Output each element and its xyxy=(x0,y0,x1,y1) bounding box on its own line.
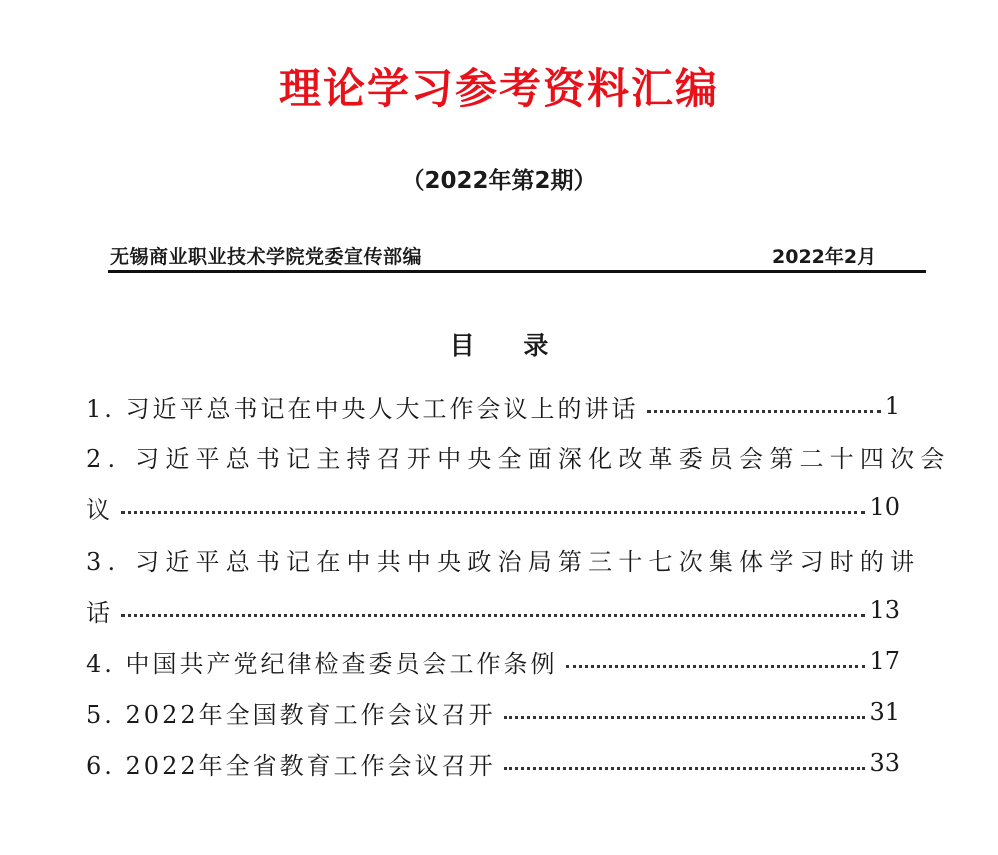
toc-entry-page: 33 xyxy=(869,749,900,777)
toc-entry-title: 4. 中国共产党纪律检查委员会工作条例 xyxy=(86,649,558,678)
header-divider xyxy=(108,270,926,273)
dot-leader xyxy=(121,511,865,514)
publisher: 无锡商业职业技术学院党委宣传部编 xyxy=(110,246,423,268)
toc-entry-page: 1 xyxy=(884,392,900,420)
toc-entry-3-continuation[interactable] xyxy=(86,590,900,630)
toc-entry-title: 2. 习近平总书记主持召开中央全面深化改革委员会第二十四次会 xyxy=(86,444,951,473)
toc-entry-page: 17 xyxy=(869,647,900,675)
toc-entry-2[interactable] xyxy=(86,436,951,476)
dot-leader xyxy=(566,665,866,668)
toc-entry-3[interactable] xyxy=(86,539,921,579)
toc-entry-title: 6. 2022年全省教育工作会议召开 xyxy=(86,751,496,780)
toc-entry-title: 1. 习近平总书记在中央人大工作会议上的讲话 xyxy=(86,394,639,423)
toc-entry-6[interactable] xyxy=(86,743,900,783)
toc-entry-2-continuation[interactable] xyxy=(86,487,900,527)
toc-entry-title: 5. 2022年全国教育工作会议召开 xyxy=(86,700,496,729)
issue-number: （2022年第2期） xyxy=(401,168,597,194)
toc-entry-5[interactable] xyxy=(86,692,900,732)
toc-heading: 目 录 xyxy=(449,331,569,360)
toc-entry-page: 13 xyxy=(869,596,900,624)
dot-leader xyxy=(647,410,881,413)
dot-leader xyxy=(121,614,865,617)
dot-leader xyxy=(504,716,866,719)
toc-entry-page: 31 xyxy=(869,698,900,726)
toc-entry-title-continued: 话 xyxy=(86,598,113,627)
document-title: 理论学习参考资料汇编 xyxy=(278,64,719,113)
toc-entry-page: 10 xyxy=(869,493,900,521)
toc-entry-title-continued: 议 xyxy=(86,495,113,524)
publication-date: 2022年2月 xyxy=(772,246,877,268)
toc-entry-title: 3. 习近平总书记在中共中央政治局第三十七次集体学习时的讲 xyxy=(86,547,921,576)
dot-leader xyxy=(504,767,866,770)
toc-entry-1[interactable] xyxy=(86,386,900,426)
toc-entry-4[interactable] xyxy=(86,641,900,681)
